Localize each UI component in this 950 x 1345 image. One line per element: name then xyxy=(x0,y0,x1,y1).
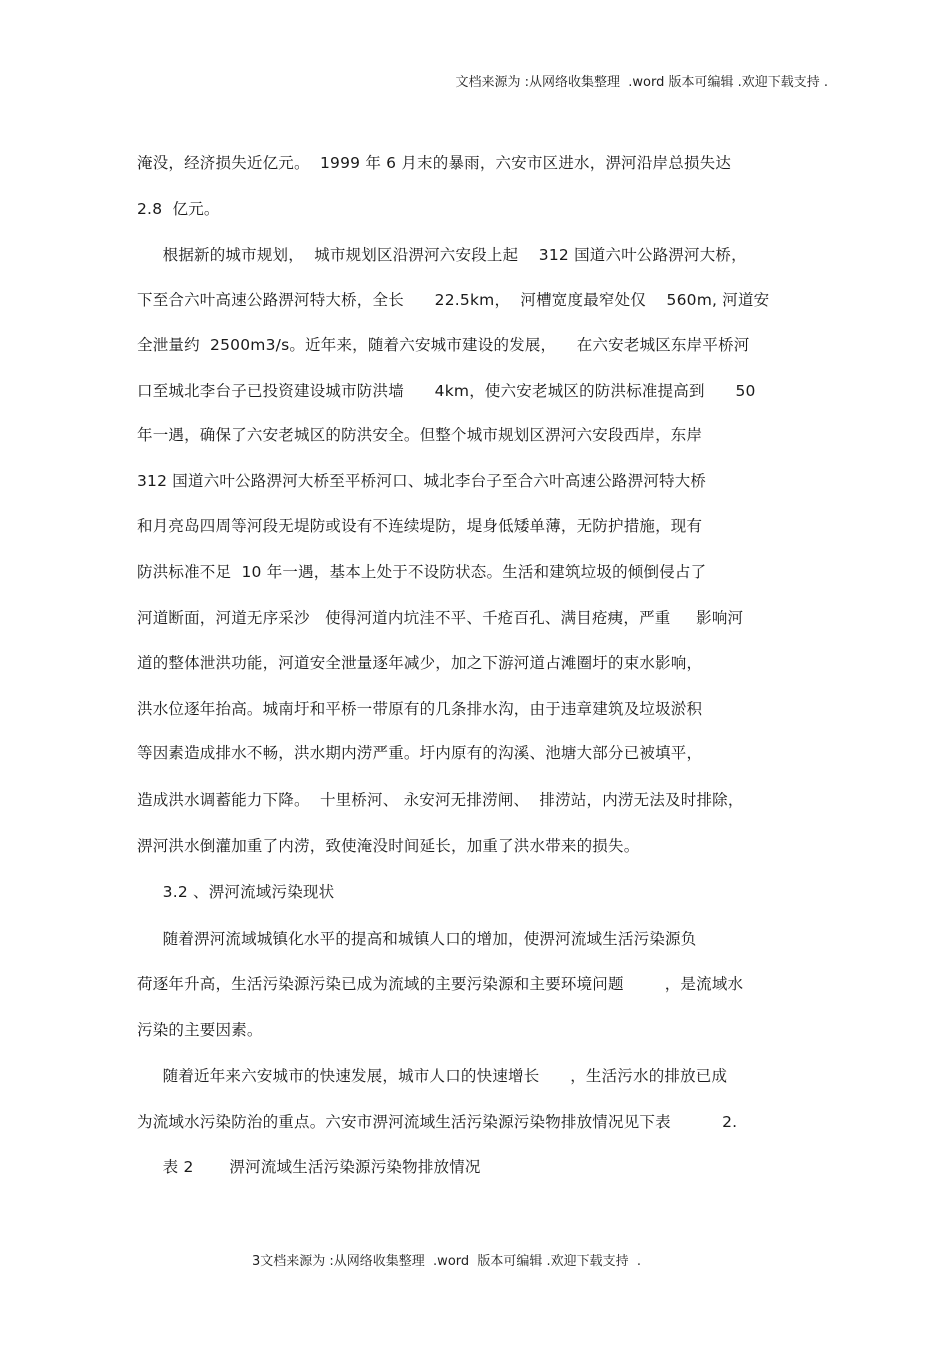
text-line: 口至城北李台子已投资建设城市防洪墙 4km，使六安老城区的防洪标准提高到 50 xyxy=(137,382,756,400)
table-caption: 表 2 淠河流域生活污染源污染物排放情况 xyxy=(137,1158,481,1176)
text-line: 下至合六叶高速公路淠河特大桥，全长 22.5km， 河槽宽度最窄处仅 560m, 河道安 xyxy=(137,291,770,309)
text-line: 随着淠河流域城镇化水平的提高和城镇人口的增加，使淠河流域生活污染源负 xyxy=(137,930,697,948)
text-line: 污染的主要因素。 xyxy=(137,1021,263,1039)
text-line: 年一遇，确保了六安老城区的防洪安全。但整个城市规划区淠河六安段西岸，东岸 xyxy=(137,426,703,444)
text-line: 河道断面，河道无序采沙 使得河道内坑洼不平、千疮百孔、满目疮痍，严重 影响河 xyxy=(137,609,744,627)
section-heading: 3.2 、淠河流域污染现状 xyxy=(137,883,335,901)
page-footer: 3文档来源为 :从网络收集整理 .word 版本可编辑 .欢迎下载支持 . xyxy=(252,1254,642,1269)
text-line: 等因素造成排水不畅，洪水期内涝严重。圩内原有的沟溪、池塘大部分已被填平， xyxy=(137,744,703,762)
text-line: 淠河洪水倒灌加重了内涝，致使淹没时间延长，加重了洪水带来的损失。 xyxy=(137,837,640,855)
text-line: 全泄量约 2500m3/s。近年来，随着六安城市建设的发展， 在六安老城区东岸平桥河 xyxy=(137,336,750,354)
text-line: 造成洪水调蓄能力下降。 十里桥河、 永安河无排涝闸、 排涝站，内涝无法及时排除， xyxy=(137,791,744,809)
text-line: 和月亮岛四周等河段无堤防或设有不连续堤防，堤身低矮单薄，无防护措施，现有 xyxy=(137,517,703,535)
text-line: 根据新的城市规划， 城市规划区沿淠河六安段上起 312 国道六叶公路淠河大桥， xyxy=(137,246,747,264)
text-line: 荷逐年升高，生活污染源污染已成为流域的主要污染源和主要环境问题 ，是流域水 xyxy=(137,975,744,993)
text-line: 312 国道六叶公路淠河大桥至平桥河口、城北李台子至合六叶高速公路淠河特大桥 xyxy=(137,472,707,490)
text-line: 道的整体泄洪功能，河道安全泄量逐年减少，加之下游河道占滩圈圩的束水影响， xyxy=(137,654,703,672)
page-header: 文档来源为 :从网络收集整理 .word 版本可编辑 .欢迎下载支持 . xyxy=(455,75,828,90)
text-line: 淹没，经济损失近亿元。 1999 年 6 月末的暴雨，六安市区进水，淠河沿岸总损失达 xyxy=(137,154,732,172)
text-line: 随着近年来六安城市的快速发展，城市人口的快速增长 ，生活污水的排放已成 xyxy=(137,1067,728,1085)
text-line: 洪水位逐年抬高。城南圩和平桥一带原有的几条排水沟，由于违章建筑及垃圾淤积 xyxy=(137,700,703,718)
text-line: 2.8 亿元。 xyxy=(137,200,220,218)
text-line: 为流域水污染防治的重点。六安市淠河流域生活污染源污染物排放情况见下表 2. xyxy=(137,1113,738,1131)
text-line: 防洪标准不足 10 年一遇，基本上处于不设防状态。生活和建筑垃圾的倾倒侵占了 xyxy=(137,563,707,581)
